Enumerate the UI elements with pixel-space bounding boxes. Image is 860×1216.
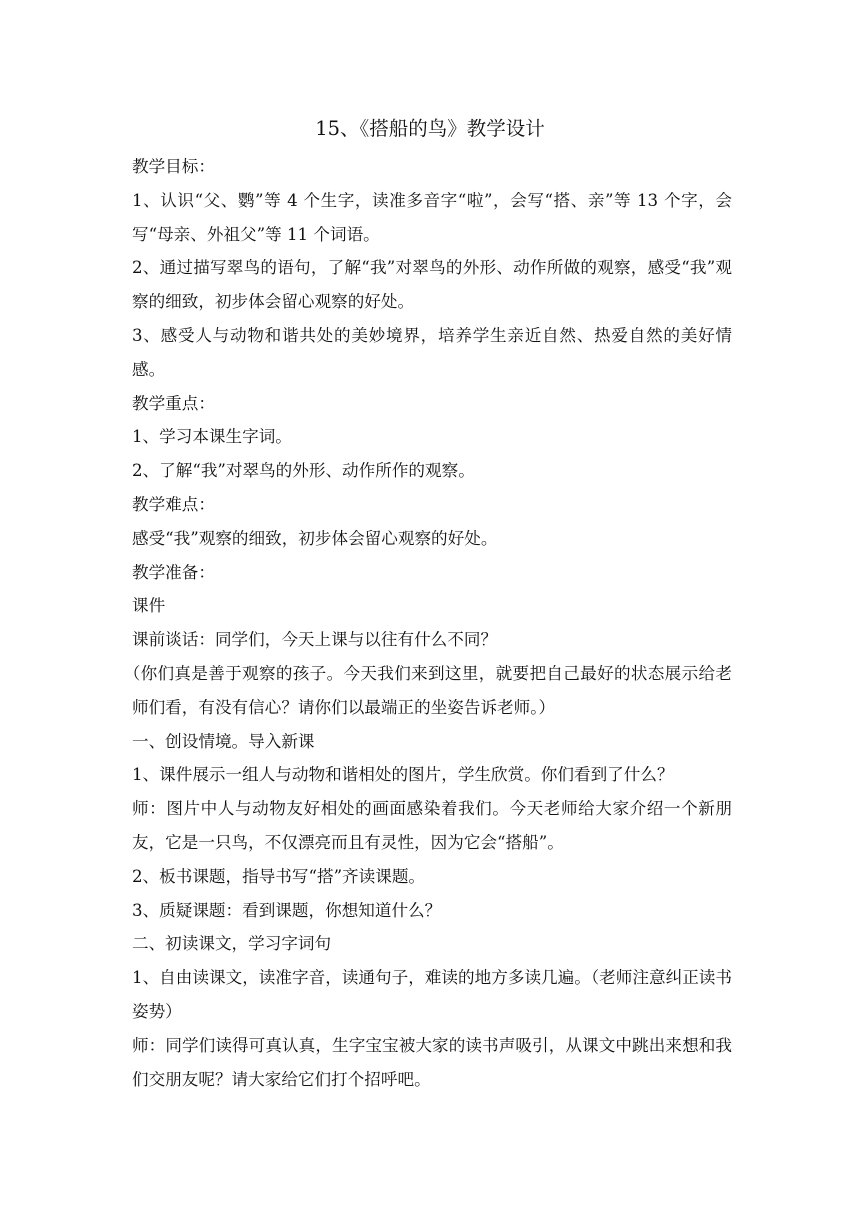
paragraph-difficulty: 感受“我”观察的细致，初步体会留心观察的好处。 — [132, 528, 498, 548]
paragraph-preparation: 课件 — [132, 596, 166, 616]
paragraph-section-2-teacher: 师：同学们读得可真认真，生字宝宝被大家的读书声吸引，从课文中跳出来想和我们交朋友呢？请大家给它们打个招呼吧。 — [132, 1035, 732, 1089]
paragraph-section-2-heading: 二、初读课文，学习字词句 — [132, 934, 332, 954]
paragraph-section-1-heading: 一、创设情境。导入新课 — [132, 731, 315, 751]
paragraph-pre-class-talk: 课前谈话：同学们，今天上课与以往有什么不同？ — [132, 630, 498, 650]
paragraph-section-1-teacher: 师：图片中人与动物友好相处的画面感染着我们。今天老师给大家介绍一个新朋友，它是一只鸟，不仅漂亮而且有灵性，因为它会“搭船”。 — [132, 799, 732, 852]
document-body — [123, 150, 732, 1096]
paragraph-objective-2: 2、通过描写翠鸟的语句，了解“我”对翠鸟的外形、动作所做的观察，感受“我”观察的细致，初步体会留心观察的好处。 — [132, 258, 732, 312]
paragraph-section-2-step-1: 1、自由读课文，读准字音，读通句子，难读的地方多读几遍。（老师注意纠正读书姿势） — [132, 968, 732, 1021]
document-title: 15、《搭船的鸟》教学设计 — [315, 117, 545, 140]
paragraph-preparation-heading: 教学准备： — [132, 562, 215, 582]
paragraph-section-1-step-1: 1、课件展示一组人与动物和谐相处的图片，学生欣赏。你们看到了什么？ — [132, 765, 674, 785]
paragraph-section-1-step-3: 3、质疑课题：看到课题，你想知道什么？ — [132, 900, 442, 920]
paragraph-keypoint-1: 1、学习本课生字词。 — [132, 427, 292, 447]
paragraph-section-1-step-2: 2、板书课题，指导书写“搭”齐读课题。 — [132, 866, 426, 886]
paragraph-objectives-heading: 教学目标： — [132, 157, 215, 176]
paragraph-objective-1: 1、认识“父、鹦”等 4 个生字，读准多音字“啦”，会写“搭、亲”等 13 个字，会写“母亲、外祖父”等 11 个词语。 — [132, 190, 732, 244]
paragraph-keypoints-heading: 教学重点： — [132, 393, 215, 413]
paragraph-keypoint-2: 2、了解“我”对翠鸟的外形、动作所作的观察。 — [132, 461, 475, 481]
paragraph-pre-class-note: （你们真是善于观察的孩子。今天我们来到这里，就要把自己最好的状态展示给老师们看，有没有信心？请你们以最端正的坐姿告诉老师。） — [123, 663, 732, 717]
paragraph-difficulty-heading: 教学难点： — [132, 494, 215, 514]
paragraph-objective-3: 3、感受人与动物和谐共处的美妙境界，培养学生亲近自然、热爱自然的美好情感。 — [132, 325, 732, 379]
